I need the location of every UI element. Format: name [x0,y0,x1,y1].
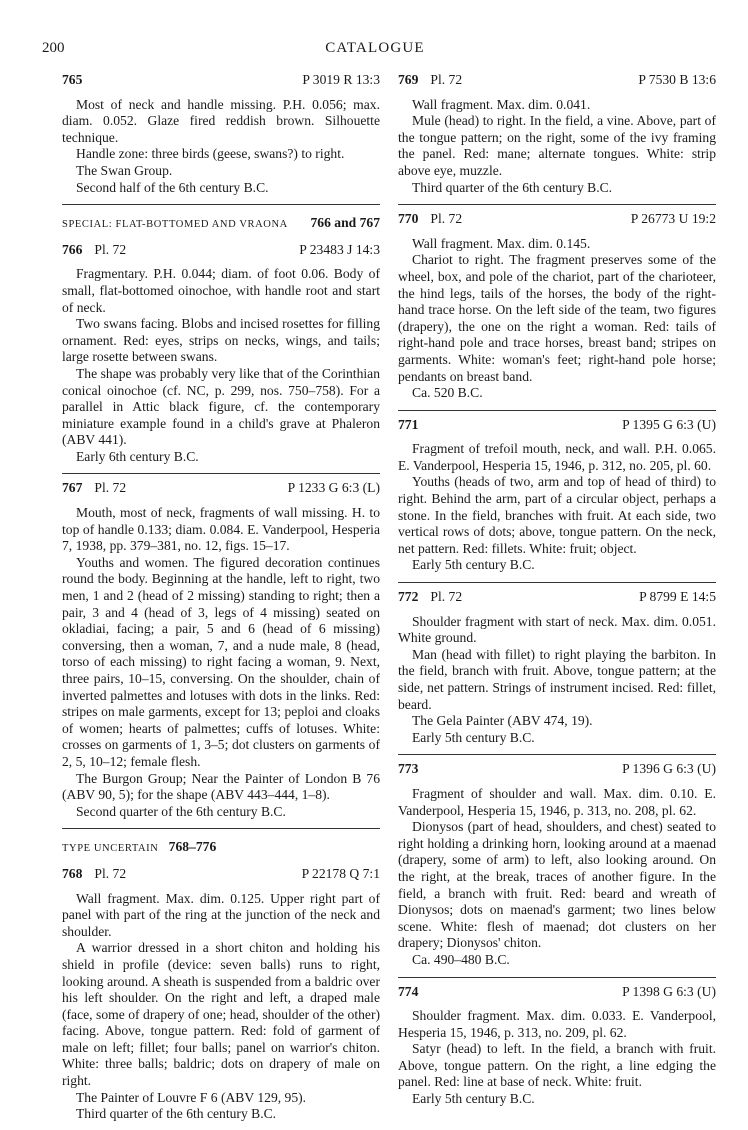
entry-paragraph: Dionysos (part of head, shoulders, and chest) seated to right holding a drinking horn, looking around at a maenad (drapery, some of arm) to left, also looking around. On the right, at the break, traces of another figure. In the field, a branch with fruit. Red: beard and wreath of Dionysos; dots on maenad's garment; two lines below scene. White: flesh of maenad; dot clusters on her drapery; Dionysos' chiton. [398,819,716,951]
catalogue-entry-770 [398,211,716,402]
plate-ref: Pl. 72 [94,865,127,881]
entry-paragraph: Early 5th century B.C. [412,1091,535,1107]
entry-paragraph: Ca. 490–480 B.C. [412,951,510,967]
entry-paragraph: Wall fragment. Max. dim. 0.041. [412,96,591,112]
entry-paragraph: The Gela Painter (ABV 474, 19). [412,713,593,729]
entry-paragraph: The Painter of Louvre F 6 (ABV 129, 95). [76,1089,307,1105]
right-column [398,72,716,1115]
plate-ref: Pl. 72 [430,211,463,227]
entry-paragraph: Chariot to right. The fragment preserves some of the wheel, box, and pole of the chariot, part of the charioteer, the hind legs, tails of the horses, the body of the right-hand trace horse. On the left side of the team, two figures (drapery), the one on the right a woman. Red: tails of right-hand pole and trace horses, breast band; stripes on garments. White: woman's feet; right-hand pole horse; pendants on breast band. [398,252,716,384]
entry-paragraph: Third quarter of the 6th century B.C. [412,179,613,195]
entry-divider [398,754,716,755]
inventory-ref: P 7530 B 13:6 [638,72,716,87]
entry-paragraph: Second half of the 6th century B.C. [76,179,269,195]
entry-divider [62,473,380,474]
entry-header [398,211,716,231]
inventory-ref: P 3019 R 13:3 [302,72,380,87]
entry-paragraph: Wall fragment. Max. dim. 0.145. [412,235,591,251]
inventory-ref: P 22178 Q 7:1 [301,865,380,881]
entry-header [62,72,380,92]
entry-divider [398,977,716,978]
catalogue-entry-768 [62,866,380,1123]
section-range: 766 and 767 [310,215,380,231]
catalogue-entry-765 [62,72,380,196]
page-number: 200 [42,40,65,56]
entry-paragraph: Mule (head) to right. In the field, a vine. Above, part of the tongue pattern; on the right, some of the ivy framing the panel. Red: mane; alternate tongues. White: strip above eye, muzzle. [398,113,716,178]
section-title: SPECIAL: FLAT-BOTTOMED AND VRAONA [62,219,288,231]
entry-paragraph: A warrior dressed in a short chiton and holding his shield in profile (device: seven balls) runs to right, looking around. A sheath is suspended from a baldric over his left shoulder. On the right and left, a draped male (face, some of drapery of one; head, shoulder of the other) facing. Above, tongue pattern. Red: fold of garment of male on left; fillet; four balls; panel on warrior's chiton. White: three balls; baldric; dots on drapery of male on right. [62,940,380,1089]
catalogue-entry-772 [398,589,716,746]
plate-ref: Pl. 72 [430,589,463,605]
entry-paragraph: Shoulder fragment. Max. dim. 0.033. E. Vanderpool, Hesperia 15, 1946, p. 313, no. 209, pl. 62. [398,1008,716,1040]
entry-paragraph: Early 6th century B.C. [76,448,199,464]
entry-paragraph: Early 5th century B.C. [412,557,535,573]
section-heading [62,839,380,858]
running-title: CATALOGUE [325,40,425,56]
inventory-ref: P 1398 G 6:3 (U) [622,983,716,999]
entry-paragraph: The Burgon Group; Near the Painter of London B 76 (ABV 90, 5); for the shape (ABV 443–444, 1–8). [62,770,380,803]
section-title: TYPE UNCERTAIN [62,843,159,855]
entry-number: 766 [62,241,83,257]
inventory-ref: P 8799 E 14:5 [639,589,716,605]
entry-paragraph: Early 5th century B.C. [412,729,535,745]
entry-paragraph: Ca. 520 B.C. [412,385,483,401]
entry-paragraph: Youths and women. The figured decoration continues round the body. Beginning at the handle, left to right, two men, 1 and 2 (head of 2 missing) standing to right; then a pair, 3 and 4 (head of 3, legs of 4 missing) seated on okladiai, facing; a pair, 5 and 6 (head of 6 missing) conversing, then a woman, 7, and a nude male, 8 (head, torso of each missing) to right facing a woman, 9. Next, three pairs, 10–15, conversing. On the shoulder, chain of inverted palmettes and lotuses with dots in the links. Red: stripes on male garments, except for 13; peplоi and cloaks of women; hearts of palmettes; cuffs of lotuses. White: crosses on garments of 1, 3–5; dot clusters on garments of 2, 5, 10–12; female flesh. [62,554,380,769]
entry-header [398,761,716,781]
entry-paragraph: Mouth, most of neck, fragments of wall missing. H. to top of handle 0.133; diam. 0.084. E. Vanderpool, Hesperia 7, 1938, pp. 379–381, no. 12, figs. 15–17. [62,505,380,554]
inventory-ref: P 1233 G 6:3 (L) [287,480,380,496]
entry-number: 772 [398,589,419,605]
entry-number: 765 [62,72,83,87]
entry-header [62,866,380,886]
entry-paragraph: The shape was probably very like that of the Corinthian conical oinochoe (cf. NC, p. 299, nos. 750–758). For a parallel in Attic black figure, cf. the contemporary miniature example found in a child's grave at Phaleron (ABV 441). [62,365,380,448]
plate-ref: Pl. 72 [94,480,127,496]
entry-divider [398,582,716,583]
entry-paragraph: Wall fragment. Max. dim. 0.125. Upper right part of panel with part of the ring at the junction of the neck and shoulder. [62,890,380,939]
entry-paragraph: Second quarter of the 6th century B.C. [76,803,286,819]
entry-number: 774 [398,983,419,999]
plate-ref: Pl. 72 [94,241,127,257]
entry-paragraph: The Swan Group. [76,162,173,178]
entry-header [62,242,380,262]
entry-paragraph: Shoulder fragment with start of neck. Max. dim. 0.051. White ground. [398,613,716,646]
entry-paragraph: Satyr (head) to left. In the field, a branch with fruit. Above, tongue pattern. On the right, a line edging the panel. Red: line at base of neck. White: fruit. [398,1041,716,1090]
entry-paragraph: Youths (heads of two, arm and top of head of third) to right. Behind the arm, part of a circular object, perhaps a stone. In the field, branches with fruit. At each side, two vertical rows of dots; above, tongue pattern. On the neck, net pattern. Red: fillets. White: fruit; object. [398,474,716,556]
entry-number: 773 [398,761,419,777]
entry-paragraph: Fragment of trefoil mouth, neck, and wall. P.H. 0.065. E. Vanderpool, Hesperia 15, 1946, p. 312, no. 205, pl. 60. [398,441,716,473]
entry-divider [398,204,716,205]
catalogue-entry-771 [398,417,716,574]
entry-divider [398,410,716,411]
catalogue-entry-773 [398,761,716,968]
entry-header [398,589,716,609]
entry-header [398,984,716,1004]
catalogue-entry-766 [62,242,380,466]
section-heading [62,215,380,234]
entry-header [398,72,716,92]
left-column [62,72,380,1130]
inventory-ref: P 23483 J 14:3 [299,241,380,257]
entry-paragraph: Man (head with fillet) to right playing the barbiton. In the field, branch with fruit. Above, tongue pattern; at the side, net pattern. Strings of instrument incised. Red: fillet, beard. [398,646,716,712]
entry-number: 769 [398,72,419,87]
section-divider [62,828,380,829]
entry-paragraph: Handle zone: three birds (geese, swans?) to right. [76,146,345,162]
inventory-ref: P 1395 G 6:3 (U) [622,416,716,432]
plate-ref: Pl. 72 [430,72,463,87]
entry-number: 771 [398,416,419,432]
entry-header [62,480,380,500]
entry-number: 767 [62,480,83,496]
entry-number: 768 [62,865,83,881]
section-range: 768–776 [168,839,217,855]
entry-paragraph: Two swans facing. Blobs and incised rosettes for filling ornament. Red: eyes, strips on necks, wings, and tails; large rosette between swans. [62,316,380,365]
entry-paragraph: Fragment of shoulder and wall. Max. dim. 0.10. E. Vanderpool, Hesperia 15, 1946, p. 313, no. 208, pl. 62. [398,785,716,818]
entry-number: 770 [398,211,419,227]
entry-header [398,417,716,437]
catalogue-entry-774 [398,984,716,1108]
entry-paragraph: Third quarter of the 6th century B.C. [76,1106,277,1122]
entry-paragraph: Most of neck and handle missing. P.H. 0.056; max. diam. 0.052. Glaze fired reddish brown. Silhouette technique. [62,96,380,145]
page-header [42,40,708,60]
entry-paragraph: Fragmentary. P.H. 0.044; diam. of foot 0.06. Body of small, flat-bottomed oinochoe, with handle root and start of neck. [62,266,380,315]
inventory-ref: P 26773 U 19:2 [630,211,716,227]
section-divider [62,204,380,205]
inventory-ref: P 1396 G 6:3 (U) [622,761,716,777]
catalogue-entry-767 [62,480,380,820]
catalogue-entry-769 [398,72,716,196]
